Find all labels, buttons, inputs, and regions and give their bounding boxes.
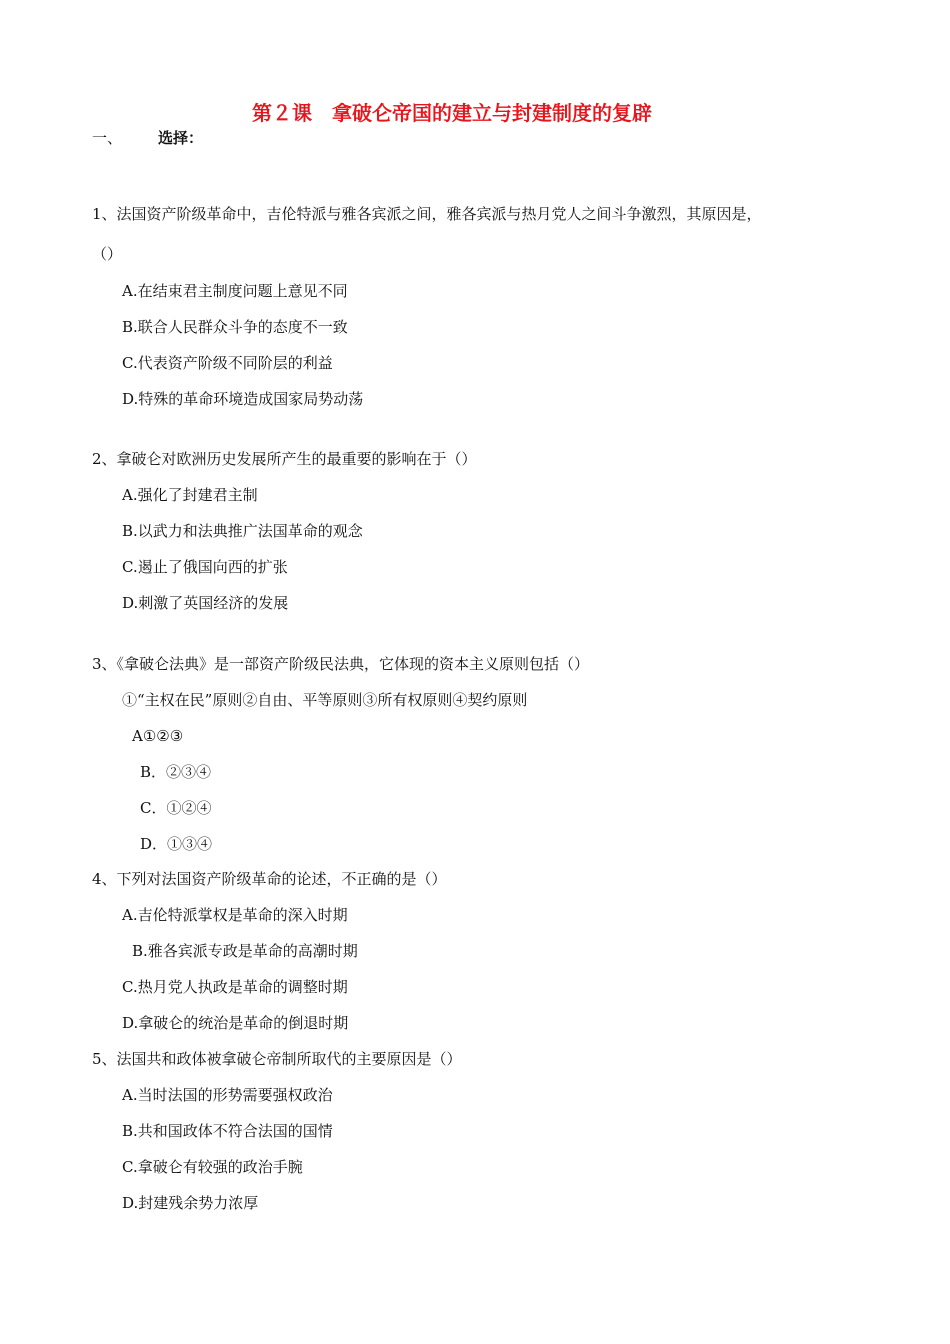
question-2-option-d: D.刺激了英国经济的发展 bbox=[122, 594, 289, 612]
question-4-option-c: C.热月党人执政是革命的调整时期 bbox=[122, 978, 348, 996]
section-number: 一、 bbox=[92, 129, 123, 147]
question-1-option-a: A.在结束君主制度问题上意见不同 bbox=[122, 282, 348, 300]
question-3-option-d: D．①③④ bbox=[140, 835, 213, 853]
question-3-option-a: A①②③ bbox=[132, 727, 184, 745]
question-5-option-b: B.共和国政体不符合法国的国情 bbox=[122, 1122, 333, 1140]
question-3-stem: 3、《拿破仑法典》是一部资产阶级民法典，它体现的资本主义原则包括（） bbox=[92, 655, 590, 673]
question-2-option-b: B.以武力和法典推广法国革命的观念 bbox=[122, 522, 363, 540]
question-2-option-a: A.强化了封建君主制 bbox=[122, 486, 258, 504]
question-1-option-c: C.代表资产阶级不同阶层的利益 bbox=[122, 354, 333, 372]
question-5-option-c: C.拿破仑有较强的政治手腕 bbox=[122, 1158, 303, 1176]
question-5-option-d: D.封建残余势力浓厚 bbox=[122, 1194, 259, 1212]
section-label: 选择： bbox=[158, 129, 204, 147]
question-4-option-a: A.吉伦特派掌权是革命的深入时期 bbox=[122, 906, 348, 924]
question-4-stem: 4、下列对法国资产阶级革命的论述，不正确的是（） bbox=[92, 870, 447, 888]
question-1-option-b: B.联合人民群众斗争的态度不一致 bbox=[122, 318, 348, 336]
question-4-option-d: D.拿破仑的统治是革命的倒退时期 bbox=[122, 1014, 349, 1032]
question-1-option-d: D.特殊的革命环境造成国家局势动荡 bbox=[122, 390, 364, 408]
question-2-option-c: C.遏止了俄国向西的扩张 bbox=[122, 558, 288, 576]
question-5-stem: 5、法国共和政体被拿破仑帝制所取代的主要原因是（） bbox=[92, 1050, 462, 1068]
question-1-stem: 1、法国资产阶级革命中，吉伦特派与雅各宾派之间，雅各宾派与热月党人之间斗争激烈，其原因是， bbox=[92, 205, 762, 223]
page-title: 第２课 拿破仑帝国的建立与封建制度的复辟 bbox=[252, 101, 652, 125]
question-2-stem: 2、拿破仑对欧洲历史发展所产生的最重要的影响在于（） bbox=[92, 450, 477, 468]
question-4-option-b: B.雅各宾派专政是革命的高潮时期 bbox=[132, 942, 358, 960]
question-3-statements: ①“主权在民”原则②自由、平等原则③所有权原则④契约原则 bbox=[122, 691, 528, 709]
question-1-stem-continued: （） bbox=[92, 245, 123, 263]
question-5-option-a: A.当时法国的形势需要强权政治 bbox=[122, 1086, 333, 1104]
question-3-option-b: B．②③④ bbox=[140, 763, 212, 781]
question-3-option-c: C．①②④ bbox=[140, 799, 212, 817]
